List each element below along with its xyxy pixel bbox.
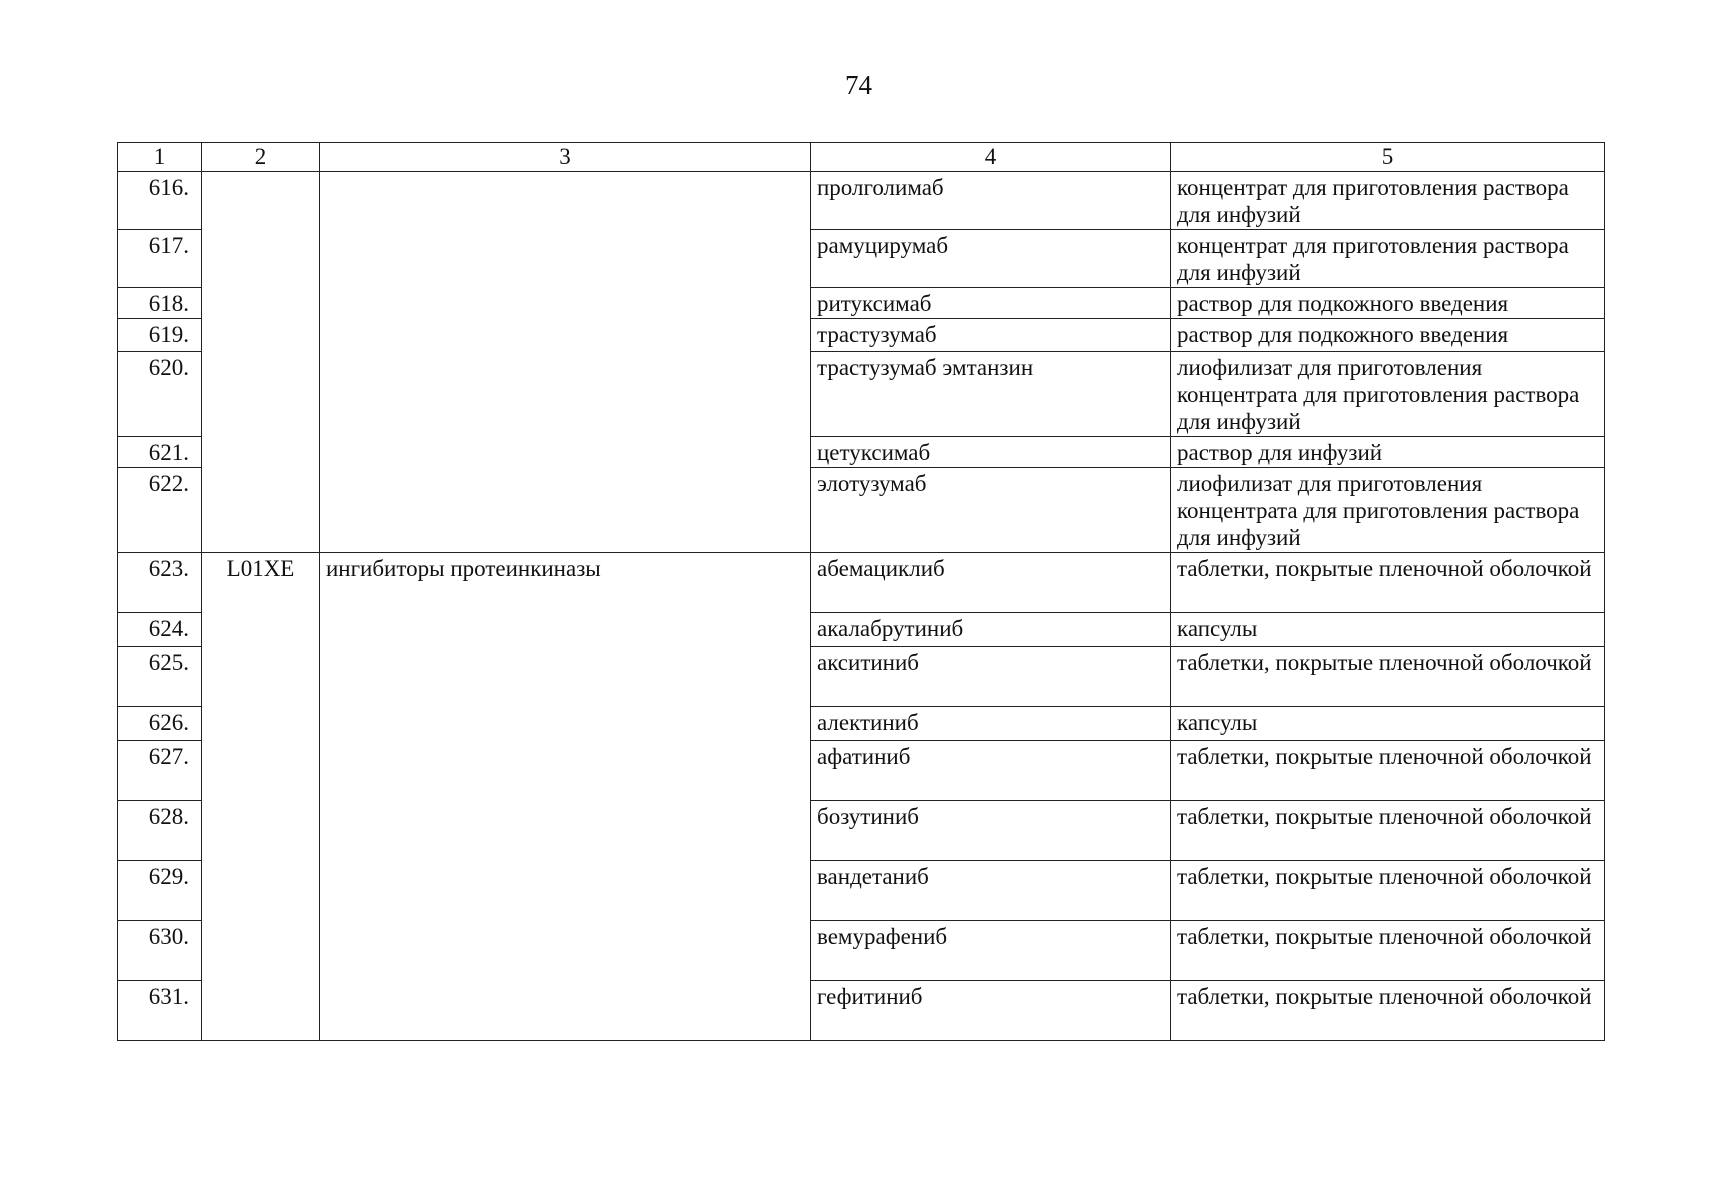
column-header: 2: [202, 143, 320, 172]
column-header: 4: [811, 143, 1171, 172]
row-number: 621.: [118, 437, 202, 468]
drug-name: акситиниб: [811, 647, 1171, 707]
row-number: 627.: [118, 741, 202, 801]
row-number: 629.: [118, 861, 202, 921]
drug-name: элотузумаб: [811, 468, 1171, 553]
drug-name: трастузумаб эмтанзин: [811, 352, 1171, 437]
row-number: 618.: [118, 288, 202, 319]
dosage-form: капсулы: [1171, 613, 1605, 647]
row-number: 626.: [118, 707, 202, 741]
dosage-form: раствор для подкожного введения: [1171, 319, 1605, 352]
row-number: 616.: [118, 172, 202, 230]
row-number: 622.: [118, 468, 202, 553]
dosage-form: таблетки, покрытые пленочной оболочкой: [1171, 921, 1605, 981]
row-number: 625.: [118, 647, 202, 707]
row-number: 620.: [118, 352, 202, 437]
row-number: 619.: [118, 319, 202, 352]
drug-name: трастузумаб: [811, 319, 1171, 352]
row-number: 623.: [118, 553, 202, 613]
pharmacological-group: [320, 172, 811, 553]
row-number: 624.: [118, 613, 202, 647]
row-number: 617.: [118, 230, 202, 288]
drug-name: пролголимаб: [811, 172, 1171, 230]
row-number: 631.: [118, 981, 202, 1041]
dosage-form: таблетки, покрытые пленочной оболочкой: [1171, 553, 1605, 613]
page-number: 74: [845, 70, 872, 100]
table-row: [118, 172, 1605, 230]
drug-name: цетуксимаб: [811, 437, 1171, 468]
dosage-form: таблетки, покрытые пленочной оболочкой: [1171, 741, 1605, 801]
dosage-form: раствор для подкожного введения: [1171, 288, 1605, 319]
dosage-form: таблетки, покрытые пленочной оболочкой: [1171, 981, 1605, 1041]
drug-table: [117, 142, 1605, 1041]
row-number: 630.: [118, 921, 202, 981]
pharmacological-group: ингибиторы протеинкиназы: [320, 553, 811, 1041]
drug-name: рамуцирумаб: [811, 230, 1171, 288]
dosage-form: концентрат для приготовления раствора для инфузий: [1171, 172, 1605, 230]
column-header: 3: [320, 143, 811, 172]
dosage-form: капсулы: [1171, 707, 1605, 741]
header-row: [118, 143, 1605, 172]
table-body: [118, 172, 1605, 1041]
drug-name: бозутиниб: [811, 801, 1171, 861]
atc-code: L01XE: [202, 553, 320, 1041]
drug-name: вандетаниб: [811, 861, 1171, 921]
drug-name: акалабрутиниб: [811, 613, 1171, 647]
dosage-form: таблетки, покрытые пленочной оболочкой: [1171, 801, 1605, 861]
dosage-form: таблетки, покрытые пленочной оболочкой: [1171, 647, 1605, 707]
drug-name: ритуксимаб: [811, 288, 1171, 319]
dosage-form: лиофилизат для приготовления концентрата для приготовления раствора для инфузий: [1171, 352, 1605, 437]
column-header: 1: [118, 143, 202, 172]
table-row: [118, 553, 1605, 613]
drug-name: абемациклиб: [811, 553, 1171, 613]
dosage-form: лиофилизат для приготовления концентрата для приготовления раствора для инфузий: [1171, 468, 1605, 553]
dosage-form: таблетки, покрытые пленочной оболочкой: [1171, 861, 1605, 921]
atc-code: [202, 172, 320, 553]
row-number: 628.: [118, 801, 202, 861]
drug-name: алектиниб: [811, 707, 1171, 741]
column-header: 5: [1171, 143, 1605, 172]
drug-name: афатиниб: [811, 741, 1171, 801]
drug-name: гефитиниб: [811, 981, 1171, 1041]
dosage-form: раствор для инфузий: [1171, 437, 1605, 468]
drug-name: вемурафениб: [811, 921, 1171, 981]
dosage-form: концентрат для приготовления раствора для инфузий: [1171, 230, 1605, 288]
